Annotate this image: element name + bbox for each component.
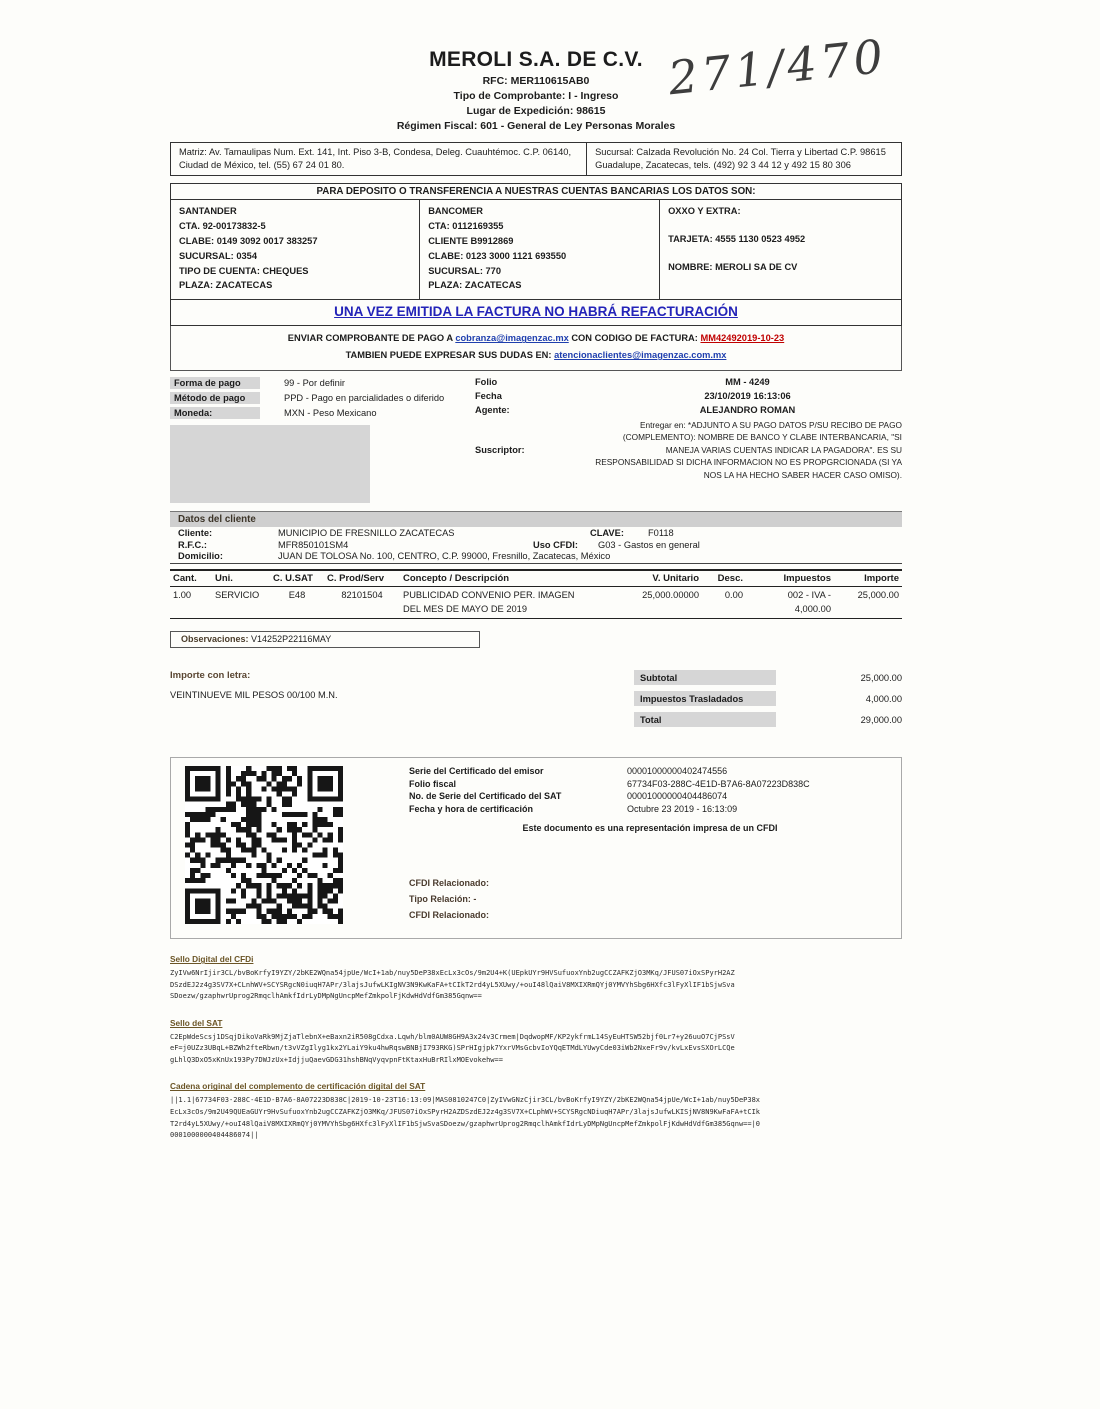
- qr-code: [185, 766, 343, 924]
- company-name: MEROLI S.A. DE C.V.: [429, 48, 643, 71]
- atencion-email-link[interactable]: atencionaclientes@imagenzac.com.mx: [554, 350, 727, 361]
- cobranza-email-link[interactable]: cobranza@imagenzac.mx: [455, 333, 569, 344]
- subtotal-row: [634, 670, 902, 685]
- sello-cfdi-section: [170, 954, 902, 1003]
- bancomer-sucursal: SUCURSAL: 770: [428, 265, 502, 276]
- folio-label: Folio: [475, 376, 498, 387]
- rfc-value: MFR850101SM4: [278, 539, 349, 550]
- client-row-1: [170, 527, 902, 539]
- enviar-comprobante-line: [171, 330, 901, 347]
- item-prodserv: 82101504: [341, 590, 383, 601]
- fecha-certificacion-label: Fecha y hora de certificación: [409, 803, 534, 814]
- folio-fiscal-label: Folio fiscal: [409, 778, 457, 789]
- agente-value: ALEJANDRO ROMAN: [699, 404, 796, 415]
- invoice-content: [170, 0, 902, 1142]
- sello-sat-section: [170, 1018, 902, 1067]
- bank-bancomer: [419, 200, 660, 299]
- observaciones-value: V14252P22116MAY: [251, 634, 332, 645]
- client-section-title: Datos del cliente: [170, 511, 902, 527]
- impuestos-trasladados-value: 4,000.00: [865, 693, 902, 704]
- tipo-relacion: Tipo Relación: -: [409, 893, 477, 904]
- oxxo-nombre: NOMBRE: MEROLI SA DE CV: [668, 261, 798, 272]
- item-desc: 0.00: [724, 590, 743, 601]
- items-header-row: [170, 570, 902, 587]
- col-prodserv: C. Prod/Serv: [324, 570, 400, 587]
- impuestos-line-2: 4,000.00: [794, 603, 831, 614]
- dudas-line: [171, 347, 901, 364]
- santander-name: SANTANDER: [179, 206, 237, 217]
- subtotal-label: Subtotal: [634, 670, 776, 685]
- codigo-factura: MM42492019-10-23: [700, 333, 785, 344]
- domicilio-value: JUAN DE TOLOSA No. 100, CENTRO, C.P. 99000, Fresnillo, Zacatecas, México: [278, 551, 611, 562]
- totals-block: [634, 670, 902, 733]
- certificate-grid: [409, 766, 891, 814]
- uso-cfdi-value: G03 - Gastos en general: [598, 539, 700, 550]
- item-cusat: E48: [288, 590, 306, 601]
- impuestos-line-1: 002 - IVA -: [787, 590, 831, 601]
- enviar-middle: CON CODIGO DE FACTURA:: [568, 333, 701, 344]
- oxxo-tarjeta: TARJETA: 4555 1130 0523 4952: [668, 233, 806, 244]
- total-label: Total: [634, 712, 776, 727]
- moneda-label: Moneda:: [170, 407, 260, 419]
- importe-letra-value: VEINTINUEVE MIL PESOS 00/100 M.N.: [170, 690, 338, 701]
- item-v-unitario: 25,000.00000: [642, 590, 699, 601]
- subtotal-value: 25,000.00: [860, 672, 902, 683]
- spacer: [668, 247, 893, 260]
- bancomer-cliente: CLIENTE B9912869: [428, 235, 514, 246]
- serie-emisor-value: 00001000000402474556: [627, 766, 728, 777]
- forma-pago-value: 99 - Por definir: [284, 377, 345, 388]
- payment-details-section: [170, 377, 902, 503]
- dudas-prefix: TAMBIEN PUEDE EXPRESAR SUS DUDAS EN:: [345, 350, 555, 361]
- metodo-pago-label: Método de pago: [170, 392, 260, 404]
- item-cant: 1.00: [173, 590, 192, 601]
- santander-sucursal: SUCURSAL: 0354: [179, 250, 258, 261]
- sello-cfdi-title: Sello Digital del CFDi: [170, 954, 254, 965]
- bank-oxxo: [660, 200, 901, 299]
- spacer: [668, 219, 893, 232]
- bancomer-name: BANCOMER: [428, 206, 483, 217]
- item-row: [170, 587, 902, 619]
- cliente-label: Cliente:: [178, 528, 213, 539]
- item-concepto: [400, 587, 618, 619]
- suscriptor-label: Suscriptor:: [475, 444, 525, 455]
- client-row-3: [170, 550, 902, 562]
- fecha-value: 23/10/2019 16:13:06: [704, 390, 791, 401]
- cadena-original-section: [170, 1081, 902, 1141]
- concepto-line-2: DEL MES DE MAYO DE 2019: [403, 603, 528, 614]
- representacion-impresa-note: Este documento es una representación impresa de un CFDI: [522, 822, 778, 833]
- fecha-label: Fecha: [475, 390, 502, 401]
- forma-pago-label: Forma de pago: [170, 377, 260, 389]
- bancomer-plaza: PLAZA: ZACATECAS: [428, 280, 522, 291]
- forma-pago-row: [170, 377, 475, 389]
- domicilio-label: Domicilio:: [178, 551, 223, 562]
- serie-sat-value: 00001000000404486074: [627, 791, 728, 802]
- fecha-certificacion-value: Octubre 23 2019 - 16:13:09: [627, 803, 738, 814]
- no-refacturacion-text: UNA VEZ EMITIDA LA FACTURA NO HABRÁ REFACTURACIÓN: [334, 304, 738, 320]
- tipo-comprobante: Tipo de Comprobante: I - Ingreso: [453, 90, 619, 102]
- col-uni: Uni.: [212, 570, 270, 587]
- metodo-pago-row: [170, 392, 475, 404]
- bancomer-clabe: CLABE: 0123 3000 1121 693550: [428, 250, 567, 261]
- rfc-label: R.F.C.:: [178, 539, 207, 550]
- payment-right-column: [475, 377, 902, 503]
- oxxo-name: OXXO Y EXTRA:: [668, 206, 741, 217]
- metodo-pago-value: PPD - Pago en parcialidades o diferido: [284, 392, 445, 403]
- agente-label: Agente:: [475, 404, 510, 415]
- sello-sat-title: Sello del SAT: [170, 1017, 223, 1028]
- observaciones-label: Observaciones:: [181, 634, 249, 645]
- bank-columns: [171, 200, 901, 299]
- cfdi-relacionado-2: CFDI Relacionado:: [409, 910, 490, 921]
- bancomer-cta: CTA: 0112169355: [428, 220, 504, 231]
- item-impuestos: [746, 587, 834, 619]
- regimen-fiscal: Régimen Fiscal: 601 - General de Ley Personas Morales: [396, 120, 676, 132]
- sello-cfdi-text: ZyIVw6NrIjir3CL/bvBoKrfyI9YZY/2bKE2WQna54jpUe/WcI+1ab/nuy5DeP38xEcLx3cOs/9m2U4+K(UEpkUYr9HVSufuoxYnb2ugCCZAFKZjO3MKq/JFUS07iOxSPyrH2AZDSzdEJ2z4g3SV7X+CLnhWV+SCYSRgcN0iuqH7APr/3lajsJufwLKIgNV3N9KwKaFA+tCIkT2rd4yL5XUwy/+ouI48lQaiV8MXIXRmQYj0YMVYhSbg6HXfc3lFyXlIF1bSjwSvaSDoezw/gzaphwrUprog2RmqclhAmkfIdrLyDMpNgUncpMefZmkpolFjKdwHdVdfGm385Gqnw==: [170, 969, 735, 1001]
- col-desc: Desc.: [702, 570, 746, 587]
- concepto-line-1: PUBLICIDAD CONVENIO PER. IMAGEN: [403, 590, 575, 601]
- item-uni: SERVICIO: [215, 590, 260, 601]
- col-vunitario: V. Unitario: [618, 570, 702, 587]
- client-section: [170, 511, 902, 565]
- impuestos-trasladados-label: Impuestos Trasladados: [634, 691, 776, 706]
- cfdi-relacionado-1: CFDI Relacionado:: [409, 877, 490, 888]
- moneda-row: [170, 407, 475, 419]
- cfdi-relacionado-block: [409, 875, 891, 924]
- company-rfc: RFC: MER110615AB0: [482, 75, 590, 87]
- matriz-address: Matriz: Av. Tamaulipas Num. Ext. 141, Int. Piso 3-B, Condesa, Deleg. Cuauhtémoc. C.P. 06140, Ciudad de México, tel. (55) 67 24 01 80.: [171, 143, 587, 175]
- lugar-expedicion: Lugar de Expedición: 98615: [466, 105, 606, 117]
- gray-fill-block: [170, 425, 370, 503]
- col-concepto: Concepto / Descripción: [400, 570, 618, 587]
- cadena-original-text: ||1.1|67734F03-288C-4E1D-B7A6-8A07223D838C|2019-10-23T16:13:09|MAS0810247C0|ZyIVwGNzCjir3CL/bvBoKrfyI9YZY/2bKE2WQna54jpUe/WcI+1ab/nuy5DeP38xEcLx3cOs/9m2U49QUEaGUYr9HvSufuoxYnb2ugCCZAFKZjO3MKq/JFUS07iOxSPyrH2AZDSzdEJ2z4g3SV7X+CLphWV+SCYSRgcNDiuqH7APr/3lajsJufwLKISjNV8N9KwFaFA+tCIkT2rd4yL5XUwy/+ouI48lQaiV8MXIXRmQYj0YMVYhSbg6HXfc3lFyXlIF1bSjwSvaSDoezw/gzaphwrUprog2RmqclhAmkfIdrLyDMpNgUncpMefZmkpolFjKdwHdVdfGm385Gqnw==|00001000000404486074||: [170, 1096, 761, 1140]
- folio-value: MM - 4249: [725, 376, 770, 387]
- items-table: [170, 569, 902, 619]
- totals-section: [170, 670, 902, 733]
- santander-plaza: PLAZA: ZACATECAS: [179, 280, 273, 291]
- importe-letra-block: [170, 670, 634, 733]
- suscriptor-note: Entregar en: *ADJUNTO A SU PAGO DATOS P/SU RECIBO DE PAGO (COMPLEMENTO): NOMBRE DE BANCO Y CLABE INTERBANCARIA, "SI MANEJA VARIAS CUENTAS INDICAR LA PAGADORA". ES SU RESPONSABILIDAD SI DICHA INFORMACION NO ES PROPGRCIONADA (SI YA NOS LA HA HECHO SABER HACER CASO OMISO).: [595, 419, 902, 480]
- no-refacturacion-notice: [170, 300, 902, 326]
- bank-accounts-box: [170, 183, 902, 300]
- item-importe: 25,000.00: [857, 590, 899, 601]
- folio-fiscal-value: 67734F03-288C-4E1D-B7A6-8A07223D838C: [627, 778, 810, 789]
- col-cant: Cant.: [170, 570, 212, 587]
- cadena-original-title: Cadena original del complemento de certificación digital del SAT: [170, 1081, 426, 1092]
- handwritten-folio-number: 271/470: [665, 28, 890, 106]
- document-header: [170, 0, 902, 132]
- payment-instructions: [170, 326, 902, 370]
- total-row: [634, 712, 902, 727]
- santander-tipo-cuenta: TIPO DE CUENTA: CHEQUES: [179, 265, 309, 276]
- bank-accounts-title: PARA DEPOSITO O TRANSFERENCIA A NUESTRAS CUENTAS BANCARIAS LOS DATOS SON:: [171, 184, 901, 200]
- cliente-value: MUNICIPIO DE FRESNILLO ZACATECAS: [278, 528, 455, 539]
- clave-label: CLAVE:: [590, 528, 624, 539]
- col-importe: Importe: [834, 570, 902, 587]
- certificate-section: [170, 757, 902, 939]
- clave-value: F0118: [648, 528, 674, 539]
- bank-santander: [171, 200, 419, 299]
- santander-cta: CTA. 92-00173832-5: [179, 220, 266, 231]
- sucursal-address: Sucursal: Calzada Revolución No. 24 Col. Tierra y Libertad C.P. 98615 Guadalupe, Zacatecas, tels. (492) 92 3 44 12 y 492 15 80 306: [595, 147, 886, 171]
- col-impuestos: Impuestos: [746, 570, 834, 587]
- impuestos-trasladados-row: [634, 691, 902, 706]
- santander-clabe: CLABE: 0149 3092 0017 383257: [179, 235, 318, 246]
- address-table: [170, 142, 902, 176]
- sello-sat-text: C2EpWdeScsj1DSqjDikoVaRk9MjZjaTlebnX+eBaxn2iR508gCdxa.Lqwh/blm0AUW8GH9A3x24v3Crmem|DqdwopMF/KP2ykfrmL14SyEuHTSW52bjf0Lr7+y26uuO7CjPSsVeF=j0UZz3UBqL+BZWh2fteRbwn/t3vVZgIlyg1kx2YLaiY9ku4hwRqswBNBjI793RKG)SPrHIgjpk7YxrVMsGcbvIoYQqETMdLYUwyCde03iWb2NxeFr9v/kvLxEvsSXOrLCQegLhlQ3DxO5xKnUx193Py7DWJzUx+IdjjuQaevGDG31hshBNqVyqvpnFtKtaxHuBrRIlxMOEvokehw==: [170, 1032, 735, 1064]
- client-row-2: [170, 538, 902, 550]
- total-value: 29,000.00: [860, 714, 902, 725]
- payment-left-column: [170, 377, 475, 503]
- importe-letra-label: Importe con letra:: [170, 670, 251, 682]
- enviar-prefix: ENVIAR COMPROBANTE DE PAGO A: [287, 333, 456, 344]
- serie-sat-label: No. de Serie del Certificado del SAT: [409, 791, 562, 802]
- moneda-value: MXN - Peso Mexicano: [284, 407, 377, 418]
- uso-cfdi-label: Uso CFDI:: [533, 539, 578, 550]
- observaciones-box: [170, 631, 480, 648]
- serie-emisor-label: Serie del Certificado del emisor: [409, 766, 544, 777]
- certificate-info: [409, 766, 891, 924]
- col-cusat: C. U.SAT: [270, 570, 324, 587]
